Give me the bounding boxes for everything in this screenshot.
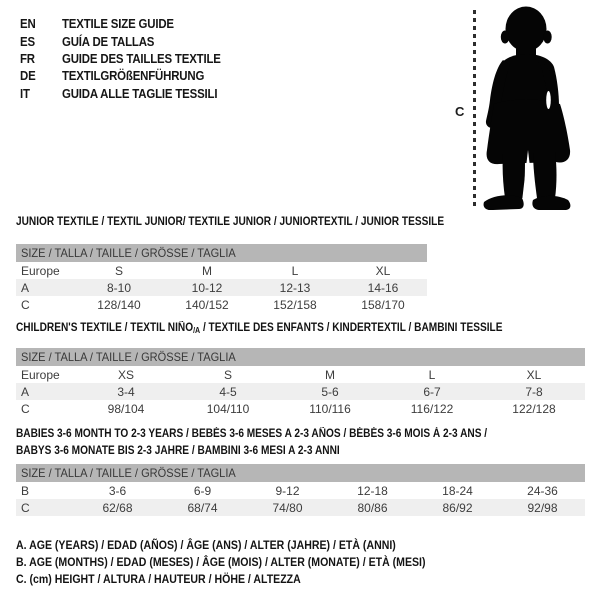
size-cell: 68/74 bbox=[187, 500, 218, 515]
junior-table-rows bbox=[16, 262, 427, 313]
size-cell: M bbox=[325, 367, 335, 382]
size-cell: 9-12 bbox=[275, 483, 300, 498]
size-cell: 3-4 bbox=[117, 384, 135, 399]
size-cell: XL bbox=[375, 263, 391, 278]
size-cell: XL bbox=[526, 367, 542, 382]
babies-heading-line2: BABYS 3-6 MONATE BIS 2-3 JAHRE / BAMBINI 3-6 MESI A 2-3 ANNI bbox=[16, 445, 340, 457]
size-cell: 122/128 bbox=[512, 401, 556, 416]
junior-size-table bbox=[16, 244, 427, 313]
language-title: TEXTILE SIZE GUIDE bbox=[62, 16, 174, 32]
language-title: GUIDE DES TAILLES TEXTILE bbox=[62, 50, 221, 66]
row-label: Europe bbox=[21, 263, 60, 278]
table-row bbox=[16, 400, 585, 417]
size-cell: L bbox=[291, 263, 299, 278]
row-label: A bbox=[21, 384, 30, 399]
size-cell: 4-5 bbox=[219, 384, 237, 399]
table-row bbox=[16, 366, 585, 383]
footnote-age-months: B. AGE (MONTHS) / EDAD (MESES) / ÂGE (MOIS) / ALTER (MONATE) / ETÀ (MESI) bbox=[16, 555, 426, 570]
size-cell: L bbox=[428, 367, 436, 382]
language-row-en bbox=[20, 15, 242, 32]
table-row bbox=[16, 262, 427, 279]
children-section-heading: CHILDREN'S TEXTILE / TEXTIL NIÑO/A / TEXTILE DES ENFANTS / KINDERTEXTIL / BAMBINI TESSILE bbox=[16, 322, 503, 335]
size-cell: 18-24 bbox=[442, 483, 473, 498]
table-row bbox=[16, 499, 585, 516]
size-cell: 110/116 bbox=[309, 401, 351, 416]
size-cell: 5-6 bbox=[321, 384, 339, 399]
size-cell: 86/92 bbox=[442, 500, 473, 515]
babies-table-rows bbox=[16, 482, 585, 516]
height-measure-label: C bbox=[455, 104, 465, 119]
size-cell: 3-6 bbox=[108, 483, 127, 498]
size-cell: M bbox=[202, 263, 212, 278]
size-cell: 74/80 bbox=[272, 500, 303, 515]
height-measure-figure bbox=[440, 4, 598, 216]
language-title: GUIDA ALLE TAGLIE TESSILI bbox=[62, 85, 218, 101]
size-cell: S bbox=[114, 263, 123, 278]
table-row bbox=[16, 383, 585, 400]
row-label: C bbox=[21, 297, 30, 312]
size-cell: 92/98 bbox=[527, 500, 558, 515]
language-row-es bbox=[20, 32, 242, 49]
size-cell: 10-12 bbox=[191, 280, 223, 295]
size-cell: 152/158 bbox=[273, 297, 317, 312]
row-label: A bbox=[21, 280, 30, 295]
size-cell: 128/140 bbox=[97, 297, 141, 312]
footnote-age-years: A. AGE (YEARS) / EDAD (AÑOS) / ÂGE (ANS) / ALTER (JAHRE) / ETÀ (ANNI) bbox=[16, 538, 396, 552]
table-row bbox=[16, 482, 585, 499]
size-cell: 158/170 bbox=[361, 297, 405, 312]
size-cell: 6-7 bbox=[423, 384, 441, 399]
table-row bbox=[16, 279, 427, 296]
size-cell: XS bbox=[117, 367, 134, 382]
row-label: Europe bbox=[21, 367, 60, 382]
toddler-silhouette-image bbox=[481, 4, 593, 210]
size-cell: 62/68 bbox=[102, 500, 133, 515]
size-cell: 14-16 bbox=[367, 280, 399, 295]
language-code: DE bbox=[20, 68, 36, 84]
children-size-table bbox=[16, 348, 585, 417]
footnote-height-cm: C. (cm) HEIGHT / ALTURA / HAUTEUR / HÖHE / ALTEZZA bbox=[16, 572, 301, 587]
children-table-rows bbox=[16, 366, 585, 417]
language-code: FR bbox=[20, 50, 35, 66]
language-title: TEXTILGRÖßENFÜHRUNG bbox=[62, 68, 205, 84]
language-legend bbox=[20, 15, 242, 102]
language-code: IT bbox=[20, 85, 30, 101]
row-label: C bbox=[21, 401, 30, 416]
junior-table-header: SIZE / TALLA / TAILLE / GRÖSSE / TAGLIA bbox=[16, 244, 427, 262]
language-row-it bbox=[20, 85, 242, 102]
language-code: ES bbox=[20, 33, 35, 49]
size-cell: 12-13 bbox=[279, 280, 311, 295]
height-measure-dashed-line bbox=[473, 10, 476, 208]
size-cell: 80/86 bbox=[357, 500, 388, 515]
subscript-text: /A bbox=[193, 326, 201, 335]
language-row-fr bbox=[20, 50, 242, 67]
children-table-header: SIZE / TALLA / TAILLE / GRÖSSE / TAGLIA bbox=[16, 348, 585, 366]
row-label: C bbox=[21, 500, 30, 515]
row-label: B bbox=[21, 483, 30, 498]
language-title: GUÍA DE TALLAS bbox=[62, 33, 155, 49]
size-cell: 7-8 bbox=[525, 384, 543, 399]
footnotes bbox=[16, 537, 481, 589]
size-cell: 6-9 bbox=[193, 483, 212, 498]
size-cell: 140/152 bbox=[185, 297, 229, 312]
babies-section-heading bbox=[16, 426, 551, 460]
size-cell: 98/104 bbox=[107, 401, 145, 416]
size-cell: 24-36 bbox=[527, 483, 558, 498]
language-row-de bbox=[20, 67, 242, 84]
babies-heading-line1: BABIES 3-6 MONTH TO 2-3 YEARS / BEBÉS 3-6 MESES A 2-3 AÑOS / BÉBÉS 3-6 MOIS À 2-3 ANS / bbox=[16, 428, 488, 440]
size-cell: 12-18 bbox=[357, 483, 388, 498]
size-cell: S bbox=[223, 367, 232, 382]
junior-section-heading: JUNIOR TEXTILE / TEXTIL JUNIOR/ TEXTILE JUNIOR / JUNIORTEXTIL / JUNIOR TESSILE bbox=[16, 216, 445, 228]
size-cell: 8-10 bbox=[106, 280, 132, 295]
babies-size-table bbox=[16, 464, 585, 516]
babies-table-header: SIZE / TALLA / TAILLE / GRÖSSE / TAGLIA bbox=[16, 464, 585, 482]
size-cell: 104/110 bbox=[206, 401, 250, 416]
language-code: EN bbox=[20, 16, 36, 32]
table-row bbox=[16, 296, 427, 313]
size-cell: 116/122 bbox=[410, 401, 454, 416]
